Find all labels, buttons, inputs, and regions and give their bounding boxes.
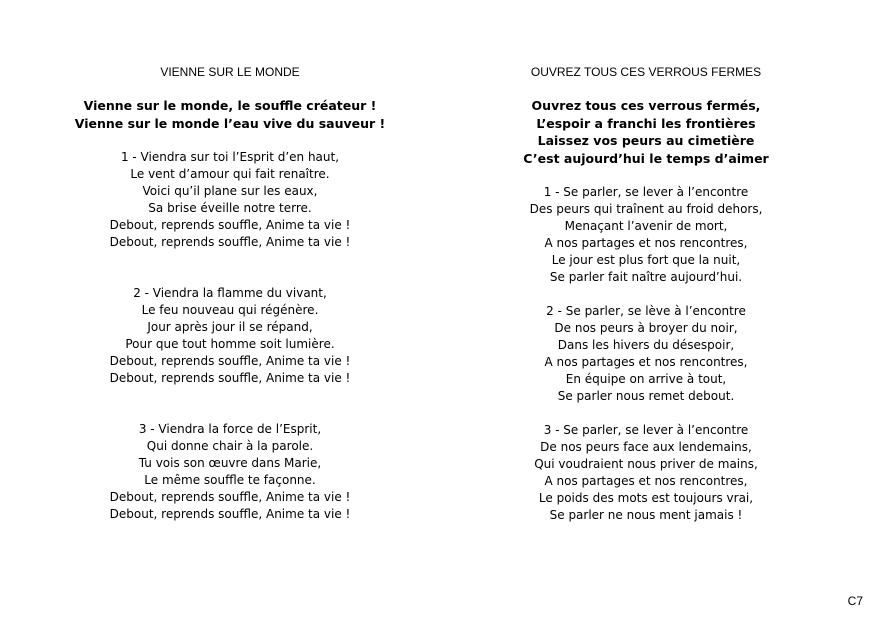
verse-line: 3 - Se parler, se lever à l’encontre xyxy=(543,423,749,437)
verse-line: Le poids des mots est toujours vrai, xyxy=(538,491,754,505)
right-verse-1 xyxy=(476,184,816,286)
verse-line: Le feu nouveau qui régénère. xyxy=(141,303,319,317)
chorus-line: Ouvrez tous ces verrous fermés, xyxy=(531,98,761,113)
left-verse-3 xyxy=(60,421,400,523)
verse-line: Des peurs qui traînent au froid dehors, xyxy=(529,202,763,216)
verse-line: Debout, reprends souffle, Anime ta vie ! xyxy=(109,490,351,504)
right-song-title: OUVREZ TOUS CES VERROUS FERMES xyxy=(530,65,762,79)
verse-line: Debout, reprends souffle, Anime ta vie ! xyxy=(109,371,351,385)
right-verse-2 xyxy=(476,303,816,405)
verse-line: A nos partages et nos rencontres, xyxy=(544,236,748,250)
left-verse-2 xyxy=(60,285,400,387)
verse-line: Tu vois son œuvre dans Marie, xyxy=(138,456,322,470)
verse-line: A nos partages et nos rencontres, xyxy=(544,355,748,369)
verse-line: De nos peurs à broyer du noir, xyxy=(554,321,738,335)
chorus-line: Vienne sur le monde l’eau vive du sauveur ! xyxy=(74,115,386,131)
verse-line: 1 - Se parler, se lever à l’encontre xyxy=(543,185,749,199)
verse-line: De nos peurs face aux lendemains, xyxy=(540,440,752,454)
verse-line: Se parler ne nous ment jamais ! xyxy=(549,508,743,522)
verse-line: Debout, reprends souffle, Anime ta vie ! xyxy=(109,354,351,368)
verse-line: Qui voudraient nous priver de mains, xyxy=(534,457,758,471)
verse-line: Debout, reprends souffle, Anime ta vie ! xyxy=(109,235,351,249)
verse-line: Le jour est plus fort que la nuit, xyxy=(551,253,741,267)
left-verse-1 xyxy=(60,149,400,251)
left-song-chorus xyxy=(60,97,400,132)
left-song-title: VIENNE SUR LE MONDE xyxy=(160,65,300,79)
verse-line: Sa brise éveille notre terre. xyxy=(148,201,312,215)
verse-line: 2 - Viendra la flamme du vivant, xyxy=(133,286,327,300)
verse-line: Le même souffle te façonne. xyxy=(144,473,316,487)
left-song xyxy=(60,64,400,557)
chorus-line: L’espoir a franchi les frontières xyxy=(536,115,756,131)
verse-line: Voici qu’il plane sur les eaux, xyxy=(142,184,318,198)
verse-line: Debout, reprends souffle, Anime ta vie ! xyxy=(109,507,351,521)
verse-line: Debout, reprends souffle, Anime ta vie ! xyxy=(109,218,351,232)
verse-line: Dans les hivers du désespoir, xyxy=(557,338,735,352)
verse-line: Jour après jour il se répand, xyxy=(147,320,313,334)
verse-line: 3 - Viendra la force de l’Esprit, xyxy=(138,422,322,436)
verse-line: 1 - Viendra sur toi l’Esprit d’en haut, xyxy=(120,150,340,164)
right-song-chorus xyxy=(476,97,816,167)
right-song xyxy=(476,64,816,541)
verse-line: Le vent d’amour qui fait renaître. xyxy=(130,167,330,181)
verse-line: Menaçant l’avenir de mort, xyxy=(564,219,728,233)
verse-line: A nos partages et nos rencontres, xyxy=(544,474,748,488)
verse-line: Qui donne chair à la parole. xyxy=(146,439,314,453)
verse-line: En équipe on arrive à tout, xyxy=(565,372,727,386)
page-number: C7 xyxy=(847,594,863,608)
chorus-line: Vienne sur le monde, le souffle créateur ! xyxy=(83,98,377,113)
verse-line: Se parler nous remet debout. xyxy=(557,389,735,403)
chorus-line: Laissez vos peurs au cimetière xyxy=(537,133,755,148)
verse-line: Se parler fait naître aujourd’hui. xyxy=(549,270,743,284)
verse-line: 2 - Se parler, se lève à l’encontre xyxy=(546,304,746,318)
right-verse-3 xyxy=(476,422,816,524)
verse-line: Pour que tout homme soit lumière. xyxy=(125,337,335,351)
chorus-line: C’est aujourd’hui le temps d’aimer xyxy=(523,150,769,166)
